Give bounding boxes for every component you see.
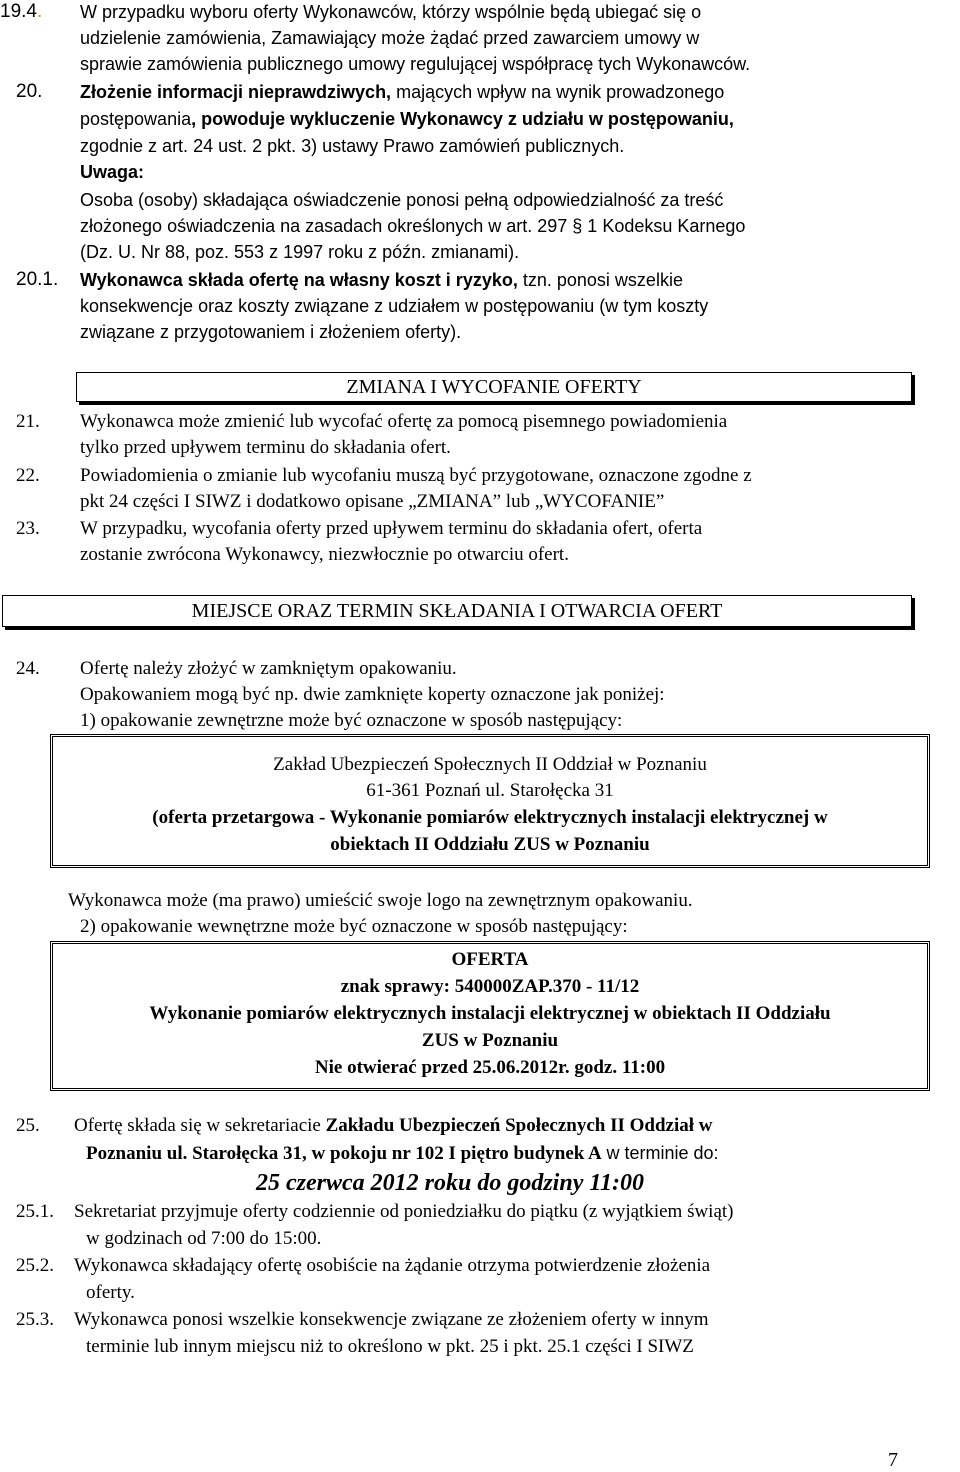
item-number: 19.4.	[0, 1, 43, 22]
text-line: sprawie zamówienia publicznego umowy regulującej współpracę tych Wykonawców.	[80, 54, 751, 74]
text-line: 1) opakowanie zewnętrzne może być oznaczone w sposób następujący:	[80, 710, 623, 731]
text-line: w godzinach od 7:00 do 15:00.	[86, 1228, 322, 1249]
text-line: pkt 24 części I SIWZ i dodatkowo opisane „ZMIANA” lub „WYCOFANIE”	[80, 491, 665, 512]
item-number: 20.	[16, 81, 43, 102]
text-line: 2) opakowanie wewnętrzne może być oznaczone w sposób następujący:	[80, 916, 628, 937]
item-number: 25.2.	[16, 1255, 54, 1276]
text-line: postępowania, powoduje wykluczenie Wykonawcy z udziału w postępowaniu,	[80, 109, 734, 129]
item-number: 20.1.	[16, 269, 59, 290]
text-line: Wykonawca ponosi wszelkie konsekwencje związane ze złożeniem oferty w innym	[74, 1309, 709, 1330]
section-heading-box	[2, 595, 912, 627]
text-line: Powiadomienia o zmianie lub wycofaniu muszą być przygotowane, oznaczone zgodne z	[80, 465, 752, 486]
text-line: Opakowaniem mogą być np. dwie zamknięte koperty oznaczone jak poniżej:	[80, 684, 665, 705]
text-line: Wykonawca składający ofertę osobiście na żądanie otrzyma potwierdzenie złożenia	[74, 1255, 711, 1276]
accent-dot: .	[36, 1, 43, 22]
address-line: obiektach II Oddziału ZUS w Poznaniu	[330, 834, 650, 855]
text-line: oferty.	[86, 1282, 135, 1303]
text-line: Złożenie informacji nieprawdziwych, mających wpływ na wynik prowadzonego	[80, 82, 725, 102]
item-number: 21.	[16, 411, 40, 432]
section-heading: MIEJSCE ORAZ TERMIN SKŁADANIA I OTWARCIA OFERT	[191, 600, 723, 622]
text-line: złożonego oświadczenia na zasadach określonych w art. 297 § 1 Kodeksu Karnego	[80, 216, 746, 236]
label-line: ZUS w Poznaniu	[421, 1030, 559, 1051]
item-number: 24.	[16, 658, 40, 679]
text-line: udzielenie zamówienia, Zamawiający może żądać przed zawarciem umowy w	[80, 28, 700, 48]
text-line: Wykonawca składa ofertę na własny koszt i ryzyko, tzn. ponosi wszelkie	[80, 270, 683, 290]
text-line: Ofertę należy złożyć w zamkniętym opakowaniu.	[80, 658, 457, 679]
text-line: (Dz. U. Nr 88, poz. 553 z 1997 roku z późn. zmianami).	[80, 242, 520, 262]
text-line: Wykonawca może zmienić lub wycofać ofertę za pomocą pisemnego powiadomienia	[80, 411, 728, 432]
deadline-text: 25 czerwca 2012 roku do godziny 11:00	[256, 1170, 645, 1196]
text-line: Poznaniu ul. Starołęcka 31, w pokoju nr 102 I piętro budynek A w terminie do:	[86, 1143, 719, 1164]
text-line: Osoba (osoby) składająca oświadczenie ponosi pełną odpowiedzialność za treść	[80, 190, 724, 210]
text-line: zostanie zwrócona Wykonawcy, niezwłocznie po otwarciu ofert.	[80, 544, 569, 565]
text-line: związane z przygotowaniem i złożeniem oferty).	[80, 322, 462, 342]
text-line: W przypadku wyboru oferty Wykonawców, którzy wspólnie będą ubiegać się o	[80, 2, 702, 22]
item-number: 25.1.	[16, 1201, 54, 1222]
section-heading: ZMIANA I WYCOFANIE OFERTY	[346, 376, 642, 398]
label-line: OFERTA	[451, 949, 529, 970]
text-line: Wykonawca może (ma prawo) umieścić swoje logo na zewnętrznym opakowaniu.	[68, 890, 693, 911]
label-line: znak sprawy: 540000ZAP.370 - 11/12	[340, 976, 640, 997]
item-number: 25.	[16, 1115, 40, 1136]
text-line: W przypadku, wycofania oferty przed upływem terminu do składania ofert, oferta	[80, 518, 703, 539]
address-line: Zakład Ubezpieczeń Społecznych II Oddział w Poznaniu	[273, 754, 707, 775]
note-label: Uwaga:	[80, 162, 145, 182]
section-heading-box	[76, 372, 912, 402]
address-line: (oferta przetargowa - Wykonanie pomiarów elektrycznych instalacji elektrycznej w	[152, 807, 828, 828]
item-number: 23.	[16, 518, 40, 539]
item-number: 25.3.	[16, 1309, 54, 1330]
text-line: zgodnie z art. 24 ust. 2 pkt. 3) ustawy Prawo zamówień publicznych.	[80, 136, 625, 156]
label-line: Nie otwierać przed 25.06.2012r. godz. 11:00	[314, 1057, 666, 1078]
page-number: 7	[888, 1449, 898, 1471]
item-number: 22.	[16, 465, 40, 486]
address-line: 61-361 Poznań ul. Starołęcka 31	[366, 780, 614, 801]
label-line: Wykonanie pomiarów elektrycznych instalacji elektrycznej w obiektach II Oddziału	[149, 1003, 831, 1024]
text-line: tylko przed upływem terminu do składania ofert.	[80, 437, 451, 458]
text-line: Sekretariat przyjmuje oferty codziennie od poniedziałku do piątku (z wyjątkiem świąt)	[74, 1201, 734, 1222]
text-line: terminie lub innym miejscu niż to określono w pkt. 25 i pkt. 25.1 części I SIWZ	[86, 1336, 694, 1357]
text-line: konsekwencje oraz koszty związane z udziałem w postępowaniu (w tym koszty	[80, 296, 709, 316]
text-line: Ofertę składa się w sekretariacie Zakładu Ubezpieczeń Społecznych II Oddział w	[74, 1115, 713, 1136]
